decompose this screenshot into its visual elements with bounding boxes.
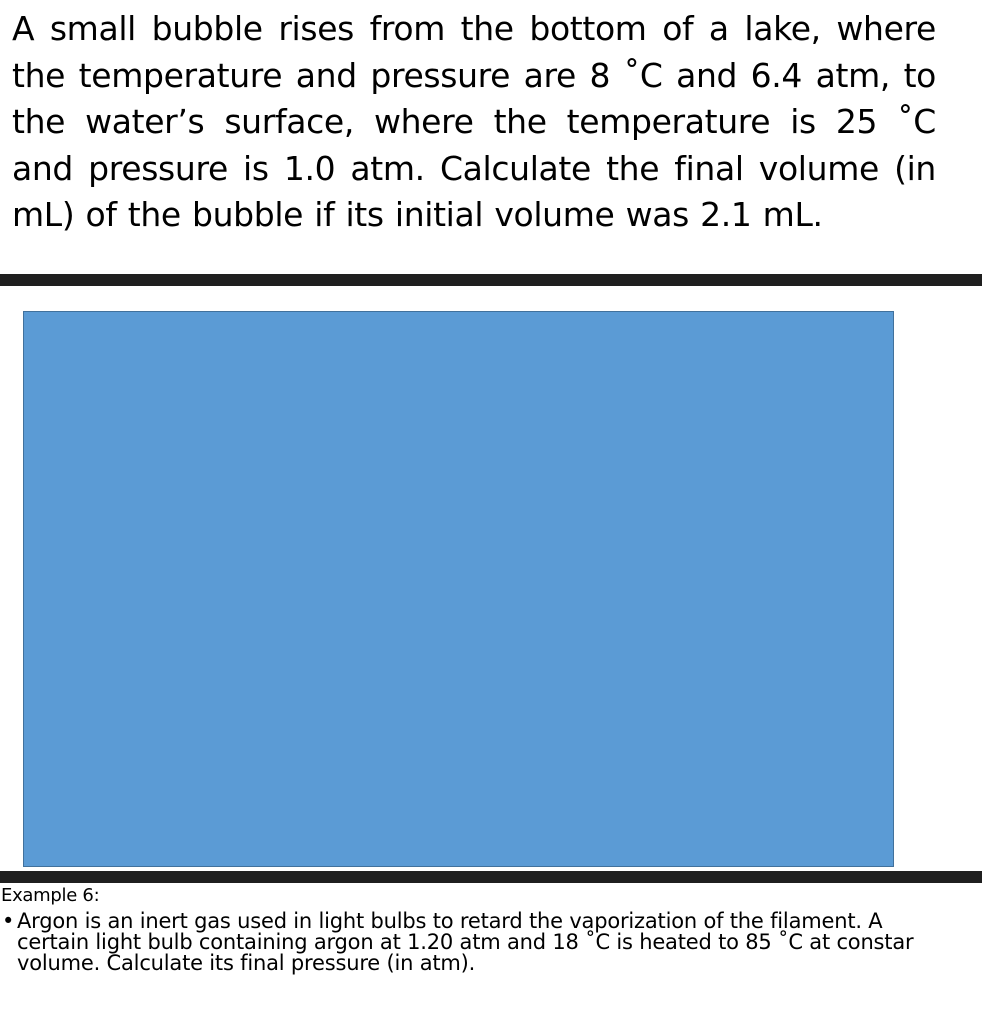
example-heading: Example 6: — [1, 885, 100, 906]
top-divider — [0, 274, 982, 286]
example-line-2: certain light bulb containing argon at 1.20 atm and 18 ˚C is heated to 85 ˚C at constar — [17, 930, 914, 954]
example-line-1: Argon is an inert gas used in light bulbs to retard the vaporization of the filament. A — [17, 909, 883, 933]
example-line-3: volume. Calculate its final pressure (in atm). — [17, 951, 476, 975]
answer-box — [23, 311, 894, 867]
problem-text: A small bubble rises from the bottom of a lake, where the temperature and pressure are 8 ˚C and 6.4 atm, to the water’s surface, where the temperature is 25 ˚C and pressure is 1.0 atm. Calculate the final volume (in mL) of the bubble if its initial volume was 2.1 mL. — [12, 9, 936, 234]
list-item — [0, 911, 982, 974]
bottom-divider — [0, 871, 982, 883]
bullet-icon: • — [2, 909, 15, 933]
example-list — [0, 911, 982, 974]
